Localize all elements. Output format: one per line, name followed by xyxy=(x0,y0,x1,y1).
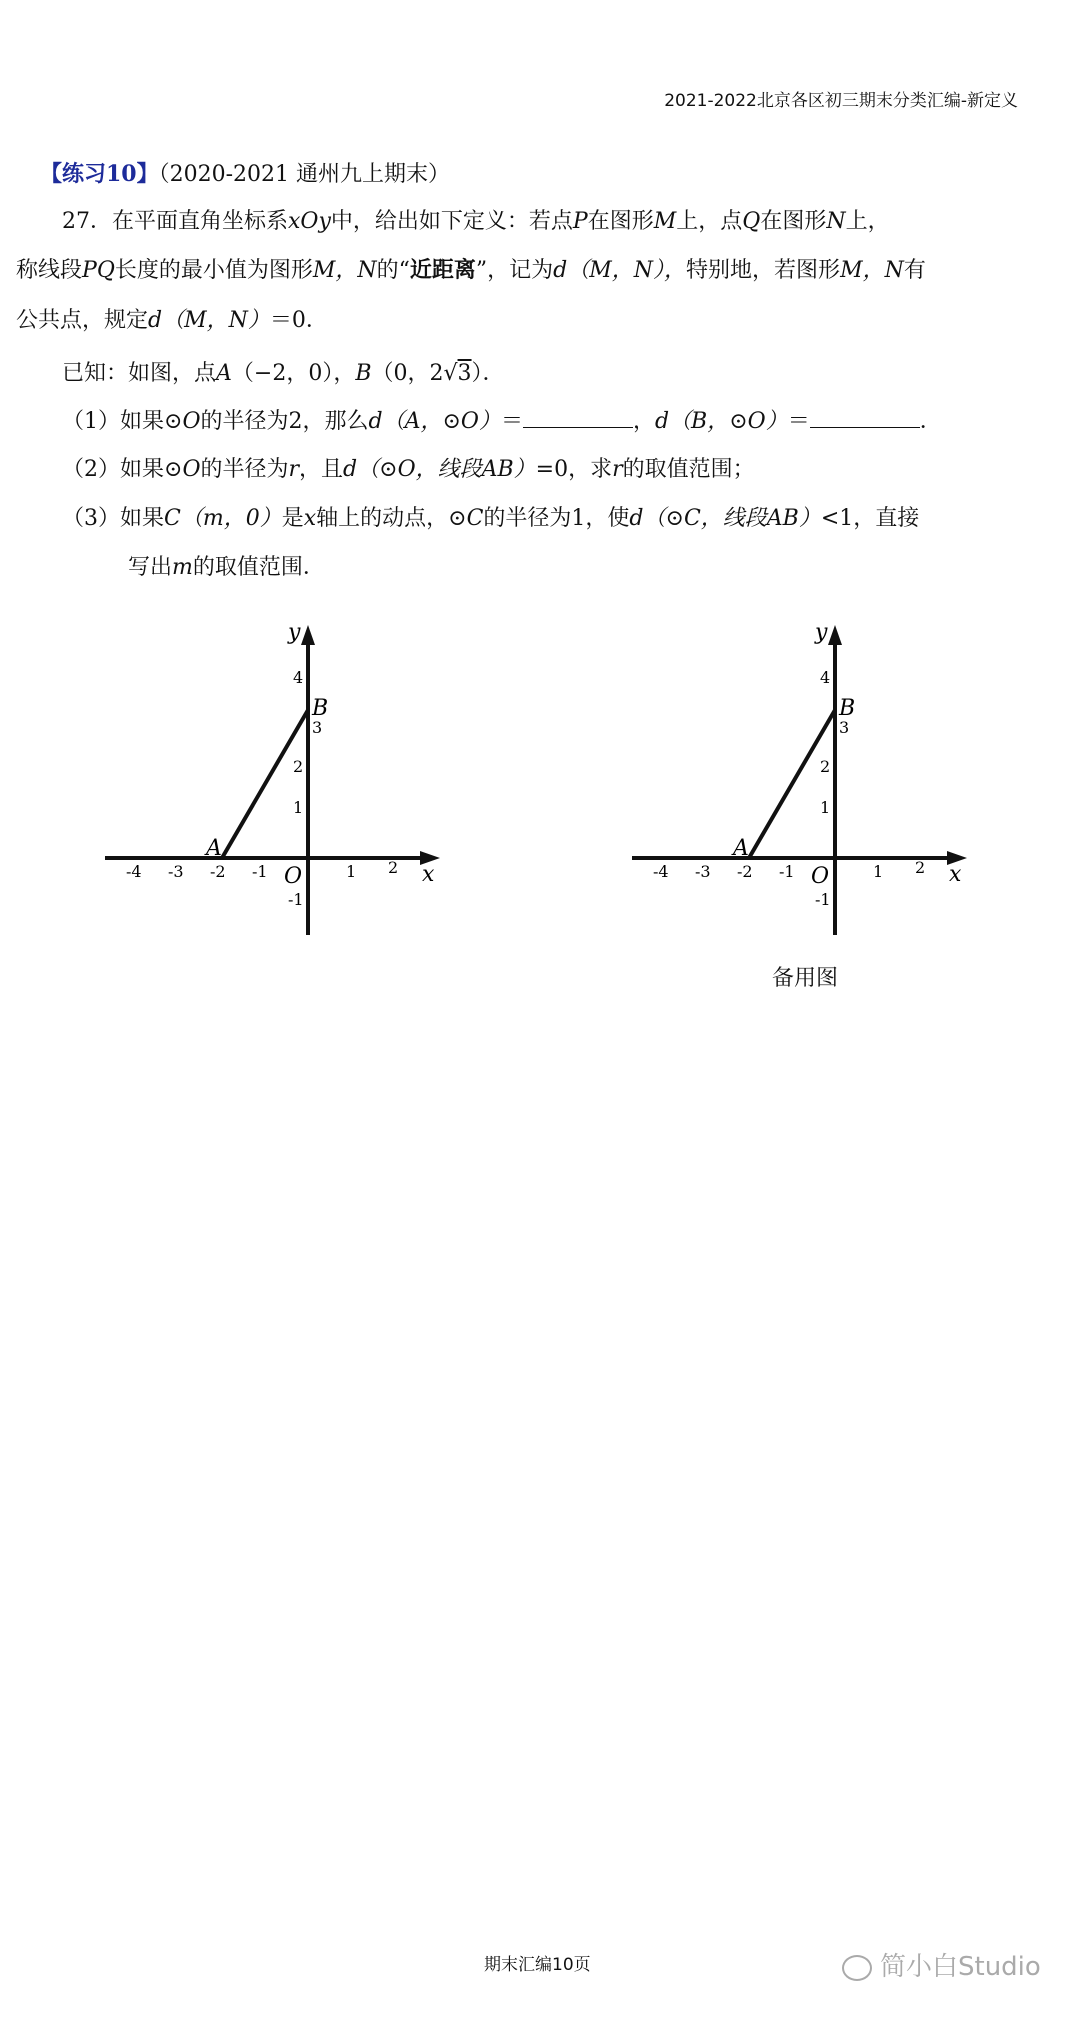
text: 特别地，若图形 xyxy=(686,258,841,283)
text: 在图形 xyxy=(760,209,827,234)
y-tick-label: -1 xyxy=(288,890,304,909)
text: 3 xyxy=(457,361,472,386)
text: 写出 xyxy=(128,555,173,580)
text: 的半径为 xyxy=(200,457,289,482)
y-axis-label: y xyxy=(815,620,828,645)
text: ＝ xyxy=(500,409,523,434)
text: M，N xyxy=(840,258,904,283)
text: ． xyxy=(919,409,942,434)
text: 长度的最小值为图形 xyxy=(114,258,313,283)
segment-ab xyxy=(222,710,308,858)
question-3-line-2 xyxy=(128,552,325,584)
text: P xyxy=(572,209,588,234)
text: xOy xyxy=(288,209,331,234)
backup-figure-caption: 备用图 xyxy=(772,966,839,991)
watermark xyxy=(842,1946,1041,1983)
x-axis-label: x xyxy=(422,862,435,887)
answer-blank-1 xyxy=(523,405,633,428)
answer-blank-2 xyxy=(810,405,920,428)
x-tick-label: 1 xyxy=(346,862,357,881)
coordinate-graph-1 xyxy=(100,615,460,935)
text: 27．在平面直角坐标系 xyxy=(62,209,288,234)
text: ＝ xyxy=(787,409,810,434)
text: ”，记为 xyxy=(475,258,554,283)
term-near-distance: 近距离 xyxy=(409,258,476,283)
text: M，N xyxy=(312,258,377,283)
wechat-icon xyxy=(842,1955,872,1981)
text: （1）如果⊙ xyxy=(62,409,183,434)
question-3 xyxy=(62,503,919,535)
text: （0，2 xyxy=(371,361,444,386)
x-tick-label: -2 xyxy=(737,862,753,881)
text: O xyxy=(182,457,201,482)
text: （−2，0）， xyxy=(231,361,356,386)
text: d（M，N） xyxy=(148,308,270,333)
y-tick-label: -1 xyxy=(815,890,831,909)
text: <1，直接 xyxy=(820,506,920,531)
y-tick-label: 2 xyxy=(293,757,304,776)
known-line xyxy=(62,358,505,390)
text: 上， xyxy=(845,209,890,234)
text: x xyxy=(303,506,317,531)
text: d（M，N）， xyxy=(553,258,687,283)
text: A xyxy=(216,361,232,386)
text: r xyxy=(288,457,300,482)
text: C（m，0） xyxy=(164,506,282,531)
text: =0，求 xyxy=(535,457,613,482)
text: ＝0． xyxy=(269,308,328,333)
problem-line-3 xyxy=(16,305,328,337)
text: d（⊙O，线段AB） xyxy=(343,457,536,482)
y-tick-label: 4 xyxy=(820,668,831,687)
x-tick-label: -3 xyxy=(695,862,711,881)
x-tick-label: 2 xyxy=(915,858,926,877)
x-tick-label: -3 xyxy=(168,862,184,881)
watermark-text: 简小白Studio xyxy=(880,1952,1041,1982)
text: 的半径为2，那么 xyxy=(200,409,369,434)
y-tick-label: 4 xyxy=(293,668,304,687)
text: 的半径为1，使 xyxy=(483,506,630,531)
x-axis-label: x xyxy=(949,862,962,887)
text: （3）如果 xyxy=(62,506,164,531)
question-1 xyxy=(62,405,942,438)
question-2 xyxy=(62,454,755,486)
text: 的“ xyxy=(376,258,410,283)
x-tick-label: -1 xyxy=(779,862,795,881)
text: 在图形 xyxy=(587,209,654,234)
page-header: 2021-2022北京各区初三期末分类汇编-新定义 xyxy=(664,91,1018,111)
text: B xyxy=(355,361,372,386)
segment-ab xyxy=(749,710,835,858)
text: r xyxy=(612,457,623,482)
x-tick-label: 1 xyxy=(873,862,884,881)
text: 上，点 xyxy=(676,209,743,234)
text: 有 xyxy=(903,258,926,283)
exercise-label: 【练习10】 xyxy=(40,161,159,187)
y-axis-label: y xyxy=(288,620,301,645)
text: （2）如果⊙ xyxy=(62,457,183,482)
point-a-label: A xyxy=(206,836,222,861)
x-tick-label: -4 xyxy=(126,862,142,881)
problem-line-1 xyxy=(62,206,890,238)
text: ，且 xyxy=(299,457,344,482)
x-tick-label: -1 xyxy=(252,862,268,881)
text: 的取值范围． xyxy=(192,555,325,580)
y-tick-label: 3 xyxy=(839,718,850,737)
text: 称线段 xyxy=(16,258,83,283)
point-b-label: B xyxy=(312,696,329,721)
x-tick-label: 2 xyxy=(388,858,399,877)
text: d（B，⊙O） xyxy=(654,409,788,434)
y-tick-label: 3 xyxy=(312,718,323,737)
point-b-label: B xyxy=(839,696,856,721)
problem-line-2 xyxy=(16,255,926,287)
origin-label: O xyxy=(284,864,303,889)
exercise-source: （2020-2021 通州九上期末） xyxy=(158,162,451,187)
text: d（A，⊙O） xyxy=(368,409,501,434)
text: d（⊙C，线段AB） xyxy=(629,506,821,531)
text: O xyxy=(182,409,201,434)
y-tick-label: 2 xyxy=(820,757,831,776)
text: 的取值范围； xyxy=(622,457,755,482)
text: 是 xyxy=(281,506,304,531)
exercise-heading xyxy=(40,158,450,191)
text: M xyxy=(653,209,677,234)
text: N xyxy=(826,209,846,234)
text: ）． xyxy=(471,361,505,386)
page-footer: 期末汇编10页 xyxy=(484,1955,591,1975)
y-tick-label: 1 xyxy=(293,798,304,817)
x-tick-label: -4 xyxy=(653,862,669,881)
sqrt-icon: √ xyxy=(443,361,458,386)
coordinate-graph-2 xyxy=(627,615,987,935)
text: 公共点，规定 xyxy=(16,308,149,333)
text: 已知：如图，点 xyxy=(62,361,217,386)
text: ， xyxy=(632,409,655,434)
point-a-label: A xyxy=(733,836,749,861)
text: PQ xyxy=(82,258,115,283)
text: 轴上的动点，⊙ xyxy=(316,506,467,531)
y-tick-label: 1 xyxy=(820,798,831,817)
origin-label: O xyxy=(811,864,830,889)
x-tick-label: -2 xyxy=(210,862,226,881)
text: m xyxy=(172,555,193,580)
text: Q xyxy=(742,209,761,234)
text: 中，给出如下定义：若点 xyxy=(330,209,573,234)
text: C xyxy=(466,506,484,531)
